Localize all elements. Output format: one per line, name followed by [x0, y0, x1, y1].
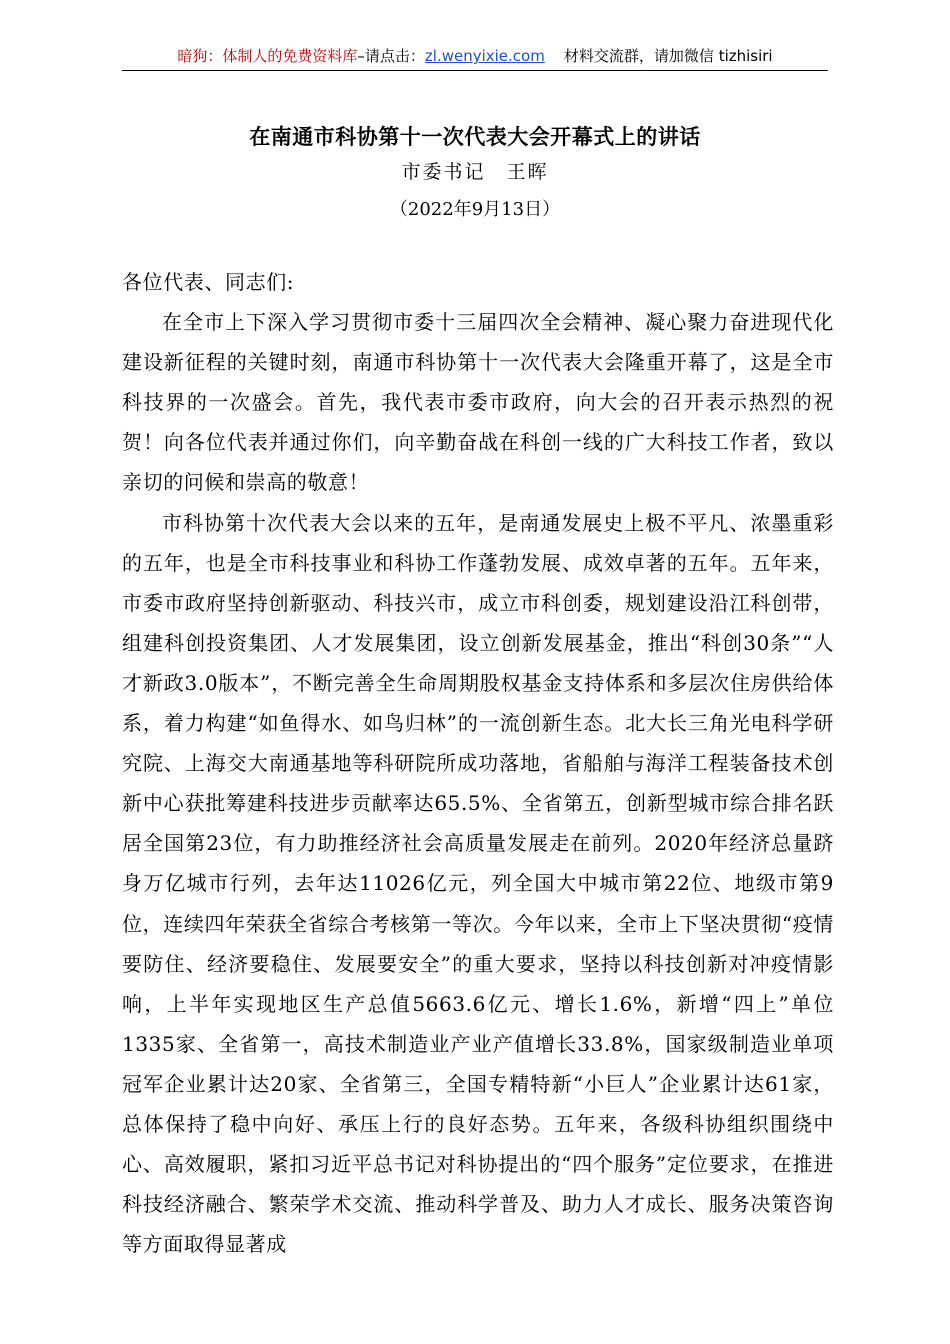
header-site-name: 暗狗：体制人的免费资料库	[177, 47, 358, 65]
header-link[interactable]: zl.wenyixie.com	[424, 47, 545, 65]
salutation: 各位代表、同志们:	[122, 270, 295, 294]
page-header	[122, 44, 828, 68]
document-author: 市委书记 王晖	[401, 161, 549, 183]
document-date: （2022年9月13日）	[389, 199, 561, 220]
document-body	[122, 262, 834, 1264]
document-title: 在南通市科协第十一次代表大会开幕式上的讲话	[249, 124, 701, 149]
header-contact: 材料交流群，请加微信 tizhisiri	[563, 47, 773, 65]
header-divider	[122, 70, 828, 71]
paragraph-2: 市科协第十次代表大会以来的五年，是南通发展史上极不平凡、浓墨重彩的五年，也是全市科技事业和科协工作蓬勃发展、成效卓著的五年。五年来，市委市政府坚持创新驱动、科技兴市，成立市科创委，规划建设沿江科创带，组建科创投资集团、人才发展集团，设立创新发展基金，推出“科创30条”“人才新政3.0版本”，不断完善全生命周期股权基金支持体系和多层次住房供给体系，着力构建“如鱼得水、如鸟归林”的一流创新生态。北大长三角光电科学研究院、上海交大南通基地等科研院所成功落地，省船舶与海洋工程装备技术创新中心获批筹建科技进步贡献率达65.5%、全省第五，创新型城市综合排名跃居全国第23位，有力助推经济社会高质量发展走在前列。2020年经济总量跻身万亿城市行列，去年达11026亿元，列全国大中城市第22位、地级市第9位，连续四年荣获全省综合考核第一等次。今年以来，全市上下坚决贯彻“疫情要防住、经济要稳住、发展要安全”的重大要求，坚持以科技创新对冲疫情影响，上半年实现地区生产总值5663.6亿元、增长1.6%，新增“四上”单位1335家、全省第一，高技术制造业产业产值增长33.8%，国家级制造业单项冠军企业累计达20家、全省第三，全国专精特新“小巨人”企业累计达61家，总体保持了稳中向好、承压上行的良好态势。五年来，各级科协组织围绕中心、高效履职，紧扣习近平总书记对科协提出的“四个服务”定位要求，在推进科技经济融合、繁荣学术交流、推动科学普及、助力人才成长、服务决策咨询等方面取得显著成	[122, 510, 834, 1257]
paragraph-1: 在全市上下深入学习贯彻市委十三届四次全会精神、凝心聚力奋进现代化建设新征程的关键时刻，南通市科协第十一次代表大会隆重开幕了，这是全市科技界的一次盛会。首先，我代表市委市政府，向大会的召开表示热烈的祝贺！向各位代表并通过你们，向辛勤奋战在科创一线的广大科技工作者，致以亲切的问候和崇高的敬意！	[122, 310, 834, 495]
header-prompt: –请点击：	[357, 47, 425, 65]
